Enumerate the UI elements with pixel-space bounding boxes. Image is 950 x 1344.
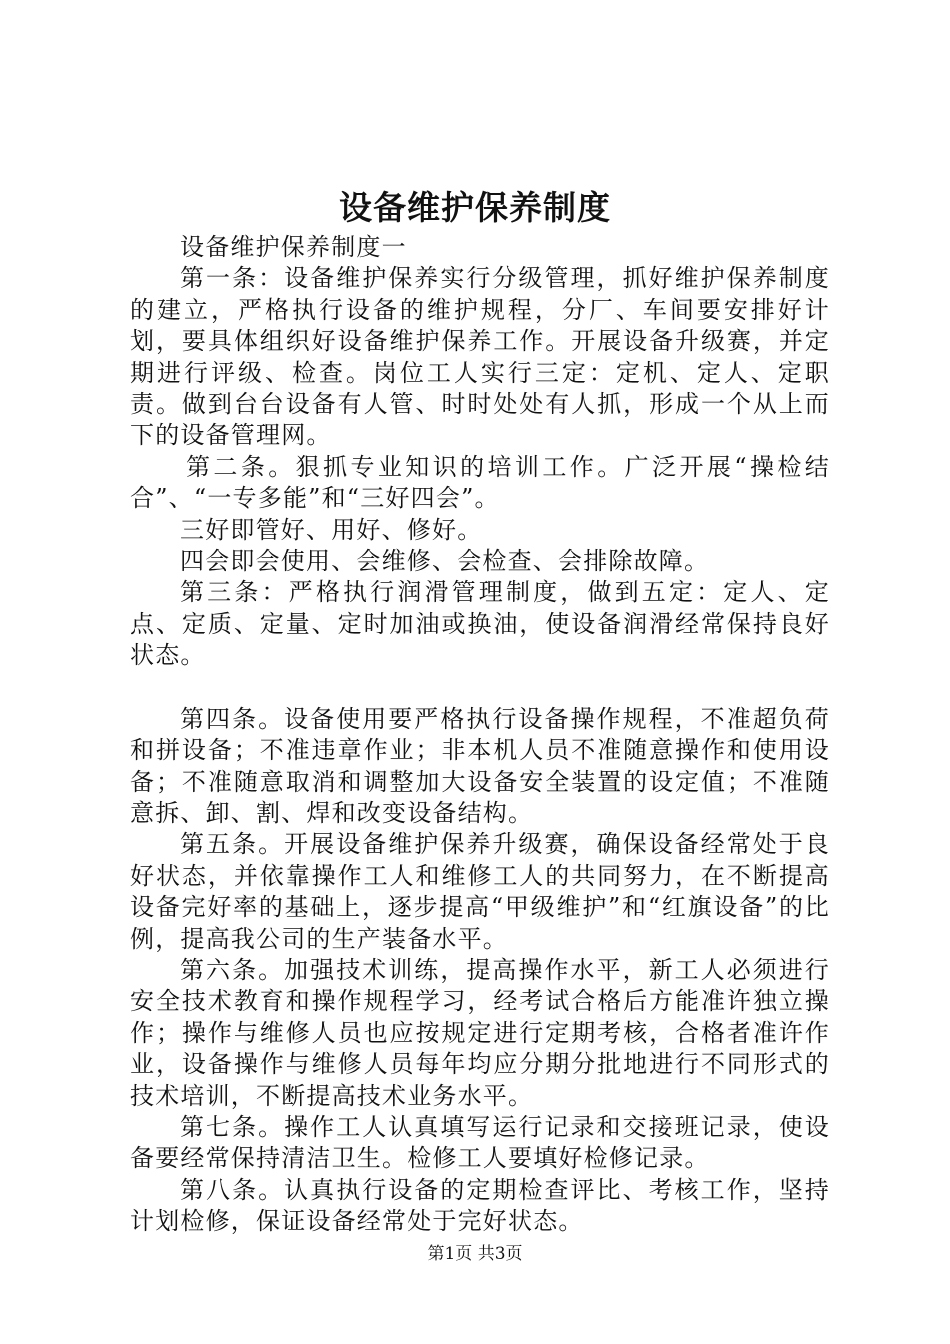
- paragraph-four-skills: 四会即会使用、会维修、会检查、会排除故障。: [180, 547, 710, 576]
- paragraph-article-5: 第五条。开展设备维护保养升级赛，确保设备经常处于良好状态，并依靠操作工人和维修工人的共同努力，在不断提高设备完好率的基础上，逐步提高“甲级维护”和“红旗设备”的比例，提高我公司的生产装备水平。: [130, 830, 830, 953]
- paragraph-article-2: 第二条。狠抓专业知识的培训工作。广泛开展“操检结合”、“一专多能”和“三好四会”。: [130, 452, 830, 513]
- page-number-footer: 第1页 共3页: [427, 1244, 523, 1264]
- paragraph-three-goods: 三好即管好、用好、修好。: [180, 515, 483, 544]
- paragraph-article-8: 第八条。认真执行设备的定期检查评比、考核工作，坚持计划检修，保证设备经常处于完好状态。: [130, 1175, 830, 1236]
- paragraph-article-4: 第四条。设备使用要严格执行设备操作规程，不准超负荷和拼设备；不准违章作业；非本机人员不准随意操作和使用设备；不准随意取消和调整加大设备安全装置的设定值；不准随意拆、卸、割、焊和改变设备结构。: [130, 704, 830, 827]
- paragraph-article-1: 第一条：设备维护保养实行分级管理，抓好维护保养制度的建立，严格执行设备的维护规程，分厂、车间要安排好计划，要具体组织好设备维护保养工作。开展设备升级赛，并定期进行评级、检查。岗位工人实行三定：定机、定人、定职责。做到台台设备有人管、时时处处有人抓，形成一个从上而下的设备管理网。: [130, 264, 830, 450]
- document-subtitle: 设备维护保养制度一: [180, 233, 407, 261]
- document-body: [130, 232, 830, 1238]
- document-title: 设备维护保养制度: [339, 188, 611, 227]
- paragraph-article-3: 第三条：严格执行润滑管理制度，做到五定：定人、定点、定质、定量、定时加油或换油，使设备润滑经常保持良好状态。: [130, 578, 830, 670]
- paragraph-article-6: 第六条。加强技术训练，提高操作水平，新工人必须进行安全技术教育和操作规程学习，经考试合格后方能准许独立操作；操作与维修人员也应按规定进行定期考核，合格者准许作业，设备操作与维修人员每年均应分期分批地进行不同形式的技术培训，不断提高技术业务水平。: [130, 955, 830, 1110]
- paragraph-article-7: 第七条。操作工人认真填写运行记录和交接班记录，使设备要经常保持清洁卫生。检修工人要填好检修记录。: [130, 1112, 830, 1173]
